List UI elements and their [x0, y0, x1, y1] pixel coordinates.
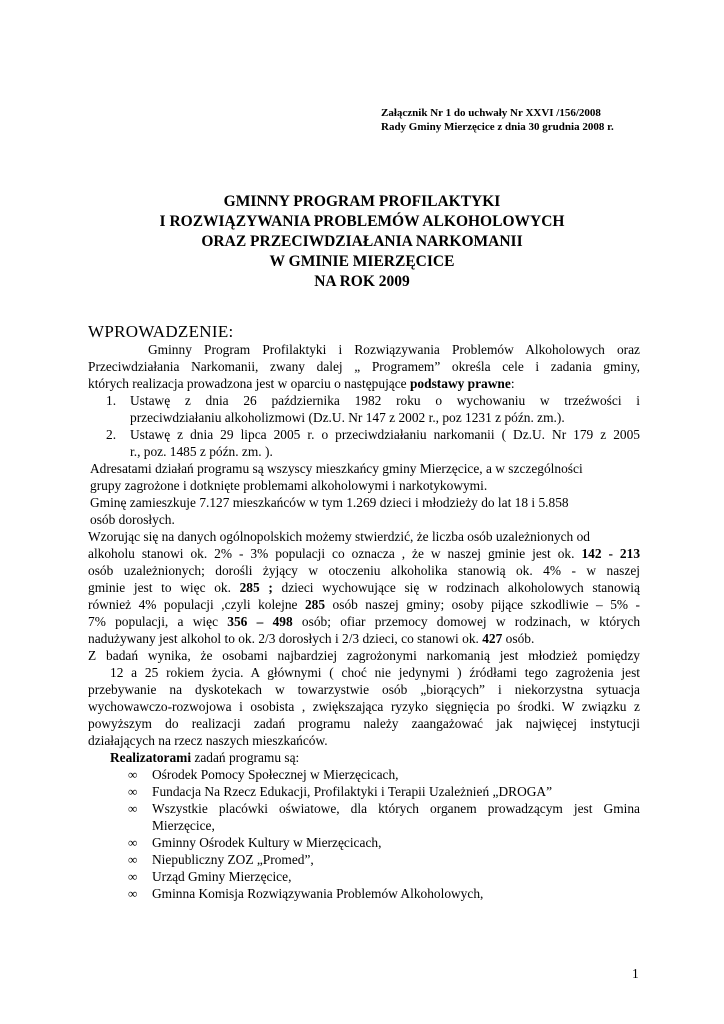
implementer-item	[88, 783, 640, 800]
population-line-1: Gminę zamieszkuje 7.127 mieszkańców w tym 1.269 dzieci i młodzieży do lat 18 i 5.858	[90, 495, 569, 510]
stats-text: dzieci wychowujące się w rodzinach alkoholowych stanowią	[272, 580, 640, 595]
stats-line-2	[88, 545, 640, 562]
stats-line-6	[88, 613, 640, 630]
addressees-line-1: Adresatami działań programu są wszyscy mieszkańcy gminy Mierzęcice, a w szczególności	[90, 461, 583, 476]
annex-line-1: Załącznik Nr 1 do uchwały Nr XXVI /156/2008	[381, 107, 601, 119]
implementers-text: zadań programu są:	[191, 750, 300, 765]
research-line-3: przebywanie na dyskotekach w towarzystwie osób „biorących” i niekorzystna sytuacja	[88, 682, 640, 697]
intro-line-1: Gminny Program Profilaktyki i Rozwiązywania Problemów Alkoholowych oraz	[148, 342, 640, 357]
stats-line-7	[88, 630, 640, 647]
legal-basis-label: podstawy prawne	[409, 376, 511, 391]
stats-figure-addicted: 142 - 213	[581, 546, 640, 561]
section-heading: WPROWADZENIE:	[88, 322, 234, 341]
law-item-1	[88, 392, 640, 409]
implementer-text: Fundacja Na Rzecz Edukacji, Profilaktyki i Terapii Uzależnień „DROGA”	[152, 784, 553, 799]
title-line-3: ORAZ PRZECIWDZIAŁANIA NARKOMANII	[201, 233, 523, 250]
implementer-text: Gminny Ośrodek Kultury w Mierzęcicach,	[152, 835, 382, 850]
stats-figure-children: 285	[304, 597, 326, 612]
annex-line-2: Rady Gminy Mierzęcice z dnia 30 grudnia 2008 r.	[381, 121, 614, 133]
implementer-item	[88, 800, 640, 817]
infinity-bullet-icon: ∞	[128, 767, 138, 782]
stats-text: osób; ofiar przemocy domowej w rodzinach, w których	[292, 614, 640, 629]
law-text-line-1: Ustawę z dnia 26 października 1982 roku o wychowaniu w trzeźwości i	[130, 393, 640, 408]
infinity-bullet-icon: ∞	[128, 886, 138, 901]
implementer-item-cont: Mierzęcice,	[152, 818, 215, 833]
stats-line-5	[88, 596, 640, 613]
implementer-item	[88, 766, 640, 783]
implementer-text: Wszystkie placówki oświatowe, dla których organem prowadzącym jest Gmina	[152, 801, 640, 816]
implementer-item	[88, 885, 640, 902]
infinity-bullet-icon: ∞	[128, 852, 138, 867]
stats-figure-adults: 285 ;	[239, 580, 273, 595]
implementer-text: Gminna Komisja Rozwiązywania Problemów Alkoholowych,	[152, 886, 484, 901]
law-number: 1.	[106, 393, 117, 408]
infinity-bullet-icon: ∞	[128, 784, 138, 799]
research-line-6: działających na rzecz naszych mieszkańców.	[88, 733, 328, 748]
population-line-2: osób dorosłych.	[90, 512, 175, 527]
law-item-1-cont: przeciwdziałaniu alkoholizmowi (Dz.U. Nr 147 z 2002 r., poz 1231 z późn. zm.).	[130, 410, 565, 425]
stats-text: gminie jest to więc ok.	[88, 580, 240, 595]
stats-text: alkoholu stanowi ok. 2% - 3% populacji co oznacza , że w naszej gminie jest ok.	[88, 546, 582, 561]
addressees-line-2: grupy zagrożone i dotknięte problemami alkoholowymi i narkotykowymi.	[90, 478, 488, 493]
implementer-text: Urząd Gminy Mierzęcice,	[152, 869, 292, 884]
stats-line-3: osób uzależnionych; dorośli żyjący w otoczeniu alkoholika stanowią ok. 4% - w naszej	[88, 563, 640, 578]
research-line-4: wychowawczo-rozwojowa i osobista , zwiększająca ryzyko sięgnięcia po środki. W związku z	[88, 699, 640, 714]
implementer-item	[88, 851, 640, 868]
page-number: 1	[632, 966, 639, 981]
implementer-item	[88, 868, 640, 885]
intro-text: których realizacja prowadzona jest w oparciu o następujące	[88, 376, 410, 391]
law-number: 2.	[106, 427, 117, 442]
law-item-2	[88, 426, 640, 443]
stats-figure-violence: 427	[482, 631, 503, 646]
stats-text: osób naszej gminy; osoby pijące szkodliwie – 5% -	[325, 597, 640, 612]
intro-line-2: Przeciwdziałania Narkomanii, zwany dalej „ Programem” określa cele i zadania gminy,	[88, 359, 640, 374]
intro-line-3	[88, 375, 640, 392]
stats-line-4	[88, 579, 640, 596]
research-line-2: 12 a 25 rokiem życia. A głównymi ( choć nie jedynymi ) źródłami tego zagrożenia jest	[110, 665, 640, 680]
title-line-5: NA ROK 2009	[314, 273, 410, 290]
intro-colon: :	[510, 376, 515, 391]
infinity-bullet-icon: ∞	[128, 801, 138, 816]
implementer-item	[88, 834, 640, 851]
stats-text: również 4% populacji ,czyli kolejne	[88, 597, 305, 612]
implementer-text: Niepubliczny ZOZ „Promed”,	[152, 852, 314, 867]
infinity-bullet-icon: ∞	[128, 835, 138, 850]
stats-text: nadużywany jest alkohol to ok. 2/3 dorosłych i 2/3 dzieci, co stanowi ok.	[88, 631, 483, 646]
law-text-line-1: Ustawę z dnia 29 lipca 2005 r. o przeciwdziałaniu narkomanii ( Dz.U. Nr 179 z 2005	[130, 427, 640, 442]
annex-note	[381, 106, 614, 134]
title-line-4: W GMINIE MIERZĘCICE	[269, 253, 455, 270]
infinity-bullet-icon: ∞	[128, 869, 138, 884]
research-line-5: powyższym do realizacji zadań programu należy zaangażować jak najwięcej instytucji	[88, 716, 640, 731]
implementers-lead	[88, 749, 640, 766]
implementers-label: Realizatorami	[110, 750, 192, 765]
title-line-1: GMINNY PROGRAM PROFILAKTYKI	[223, 193, 501, 210]
implementer-text: Ośrodek Pomocy Społecznej w Mierzęcicach,	[152, 767, 399, 782]
research-line-1: Z badań wynika, że osobami najbardziej zagrożonymi narkomanią jest młodzież pomiędzy	[88, 648, 640, 663]
body-text	[88, 341, 640, 902]
title-line-2: I ROZWIĄZYWANIA PROBLEMÓW ALKOHOLOWYCH	[159, 213, 565, 230]
law-item-2-cont: r., poz. 1485 z późn. zm. ).	[130, 444, 273, 459]
stats-text: 7% populacji, a więc	[88, 614, 228, 629]
document-title	[0, 192, 724, 292]
stats-line-1: Wzorując się na danych ogólnopolskich możemy stwierdzić, że liczba osób uzależnionych od	[88, 529, 590, 544]
stats-text: osób.	[502, 631, 535, 646]
stats-figure-harmful: 356 – 498	[227, 614, 293, 629]
